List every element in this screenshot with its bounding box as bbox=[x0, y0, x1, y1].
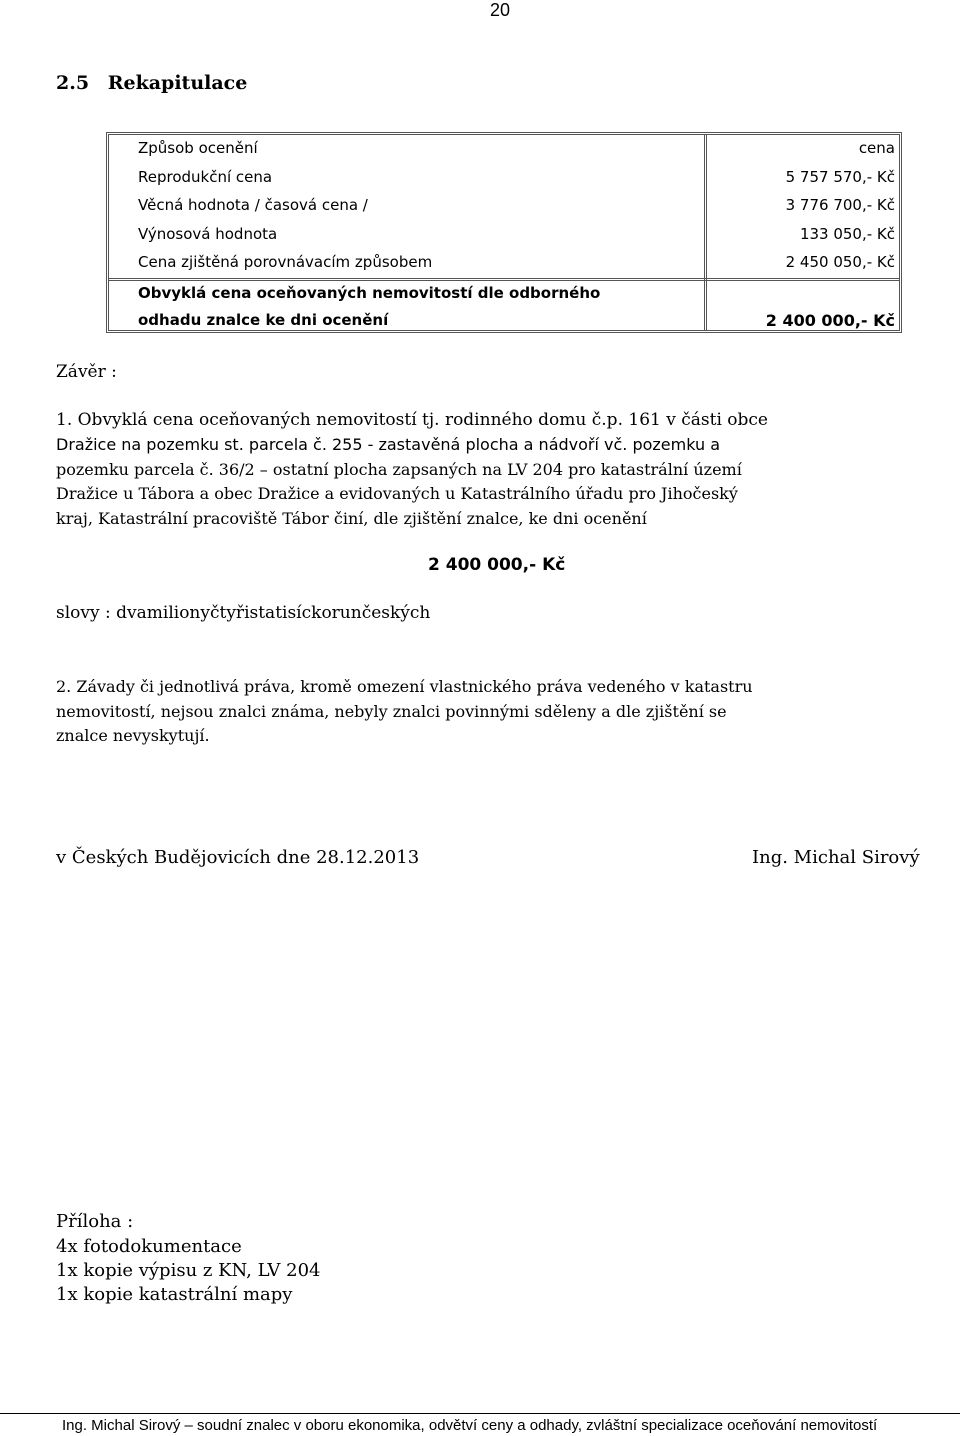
paragraph-2-line: 2. Závady či jednotlivá práva, kromě omezení vlastnického práva vedeného v katastru bbox=[56, 677, 753, 696]
attachment-item: 1x kopie výpisu z KN, LV 204 bbox=[56, 1260, 321, 1281]
section-number: 2.5 bbox=[56, 72, 90, 94]
table-row-value: 2 450 050,- Kč bbox=[785, 253, 895, 271]
table-header-value: cena bbox=[858, 139, 895, 157]
table-header-label: Způsob ocenění bbox=[138, 139, 258, 157]
attachment-item: 1x kopie katastrální mapy bbox=[56, 1284, 293, 1305]
section-title-text: Rekapitulace bbox=[107, 72, 248, 94]
attachments-title: Příloha : bbox=[56, 1211, 134, 1232]
amount-in-words: slovy : dvamilionyčtyřistatisíckorunčeských bbox=[56, 603, 431, 623]
table-row-label: Cena zjištěná porovnávacím způsobem bbox=[138, 253, 433, 271]
signature-name: Ing. Michal Sirový bbox=[752, 847, 920, 868]
table-divider-vertical bbox=[704, 135, 708, 330]
footer-divider bbox=[0, 1413, 960, 1414]
paragraph-1-line: kraj, Katastrální pracoviště Tábor činí, dle zjištění znalce, ke dni ocenění bbox=[56, 509, 647, 528]
section-title bbox=[56, 72, 247, 94]
table-row-value: 5 757 570,- Kč bbox=[785, 168, 895, 186]
paragraph-2-line: nemovitostí, nejsou znalci známa, nebyly znalci povinnými sděleny a dle zjištění se bbox=[56, 702, 727, 721]
page-footer: Ing. Michal Sirový – soudní znalec v oboru ekonomika, odvětví ceny a odhady, zvláštní specializace oceňování nemovitostí bbox=[62, 1417, 878, 1434]
table-row-label: Výnosová hodnota bbox=[138, 225, 278, 243]
page-number: 20 bbox=[490, 0, 511, 20]
place-and-date: v Českých Budějovicích dne 28.12.2013 bbox=[56, 847, 420, 868]
conclusion-label: Závěr : bbox=[56, 362, 117, 382]
table-row-value: 133 050,- Kč bbox=[799, 225, 895, 243]
paragraph-1-line: pozemku parcela č. 36/2 – ostatní plocha zapsaných na LV 204 pro katastrální území bbox=[56, 460, 742, 479]
table-divider-horizontal bbox=[109, 278, 899, 282]
table-final-value: 2 400 000,- Kč bbox=[765, 311, 895, 330]
attachment-item: 4x fotodokumentace bbox=[56, 1236, 242, 1257]
paragraph-2-line: znalce nevyskytují. bbox=[56, 726, 210, 745]
paragraph-1-line: Dražice u Tábora a obec Dražice a evidovaných u Katastrálního úřadu pro Jihočeský bbox=[56, 484, 738, 503]
table-row-value: 3 776 700,- Kč bbox=[785, 196, 895, 214]
paragraph-1-line: 1. Obvyklá cena oceňovaných nemovitostí tj. rodinného domu č.p. 161 v části obce bbox=[56, 410, 768, 430]
table-row-label: Věcná hodnota / časová cena / bbox=[138, 196, 368, 214]
table-final-label-line2: odhadu znalce ke dni ocenění bbox=[138, 311, 389, 329]
total-amount: 2 400 000,- Kč bbox=[428, 555, 566, 575]
table-final-label-line1: Obvyklá cena oceňovaných nemovitostí dle odborného bbox=[138, 284, 601, 302]
table-row-label: Reprodukční cena bbox=[138, 168, 273, 186]
paragraph-1-line: Dražice na pozemku st. parcela č. 255 - zastavěná plocha a nádvoří vč. pozemku a bbox=[56, 435, 721, 454]
